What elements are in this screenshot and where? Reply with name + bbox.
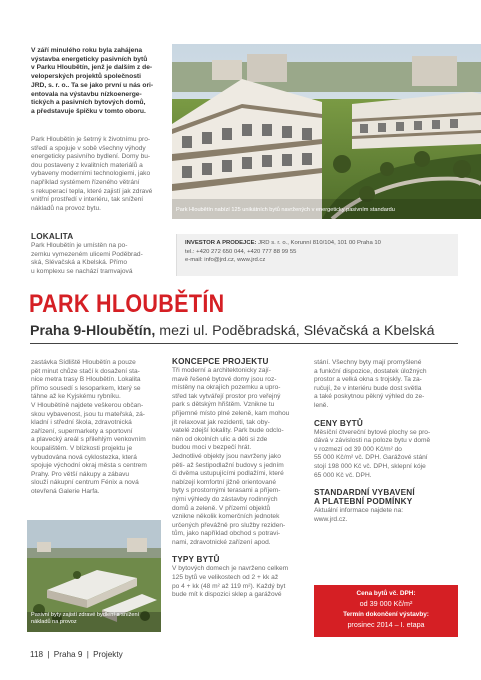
body-line: energeticky pasivního bydlení. Domy bu- — [31, 153, 151, 161]
body-line: kladní i střední škola, zdravotnická — [31, 419, 132, 427]
footer-district: Praha 9 — [53, 650, 83, 659]
building-rendering-image — [172, 44, 481, 219]
body-line: místěny na okrajích pozemku a upro- — [172, 384, 281, 392]
body-line: a plavecký areál s přilehlým venkovním — [31, 436, 146, 444]
body-line: skou vybavenost, jsou tu mateřská, zá- — [31, 410, 145, 418]
body-line: vatelé zdejší lokality. Park bude odclo- — [172, 427, 284, 435]
footer — [30, 650, 123, 660]
typy-bytu-heading: TYPY BYTŮ — [172, 555, 220, 565]
body-line: tům, jako například obchod s potravi- — [172, 530, 281, 538]
body-line: v rozmezí od 39 000 Kč/m² do — [314, 445, 402, 453]
body-line: bude mít k dispozici sklep a garážové — [172, 591, 282, 599]
body-line: u komplexu se nachází tramvajová — [31, 267, 133, 275]
body-line: nabízejí komfortní jižně orientované — [172, 478, 277, 486]
body-line: V Hloubětíně najdete veškerou občan- — [31, 401, 144, 409]
body-line: střed tak vytvářejí prostor pro veřejný — [172, 392, 281, 400]
page-title: PARK HLOUBĚTÍN — [29, 290, 225, 318]
intro-line: tických a pasivních bytových domů, — [31, 99, 146, 107]
price-value: od 39 000 Kč/m² — [359, 598, 413, 608]
bottom-photo — [27, 520, 161, 632]
intro-line: JRD, s. r. o.. Ta se jako první u nás ori- — [31, 81, 154, 89]
intro-line: v Parku Hloubětín, jenž je dalším z de- — [31, 64, 153, 72]
intro-line: veloperských projektů společnosti — [31, 73, 142, 81]
investor-label: INVESTOR A PRODEJCE: — [185, 240, 257, 246]
body-line: přímo sousedí s lesoparkem, který se — [31, 384, 141, 392]
footer-section: Projekty — [93, 650, 123, 659]
body-line: koupalištěm. V blízkosti projektu je — [31, 444, 133, 452]
subtitle-location: Praha 9-Hloubětín, — [30, 323, 156, 339]
body-line: spojuje východní okraj města s centrem — [31, 462, 147, 470]
body-line: stání. Všechny byty mají promyšlené — [314, 359, 422, 366]
body-line: Park Hloubětín je umístěn na po- — [31, 242, 128, 249]
investor-line-1 — [185, 239, 450, 248]
bottom-photo-caption: Pasivní byty zajistí zdravé bydlení a snížení nákladů na provoz — [31, 612, 140, 625]
intro-line: entovala na výstavbu nízkoenerge- — [31, 90, 142, 98]
body-line: nými výhledy do zástavby rodinných — [172, 495, 278, 503]
intro-bold-paragraph — [31, 47, 166, 117]
body-line: slouží nákupní centrum Fénix a nová — [31, 479, 139, 487]
body-line: dou postaveny z kvalitních materiálů a — [31, 161, 143, 169]
body-line: s rekuperací tepla, které zajistí jak zdravé — [31, 187, 153, 195]
body-line: příjemné místo plné zeleně, kam mohou — [172, 409, 290, 417]
body-line: Jednotlivé objekty jsou navrženy jako — [172, 452, 281, 460]
body-line: či dvěma ustupujícími podlažími, které — [172, 470, 284, 478]
body-line: něn od okolních ulic a děti si zde — [172, 435, 268, 443]
body-line: Měsíční čtvereční bytové plochy se pro- — [314, 428, 431, 436]
body-line: Park Hloubětín je šetrný k životnímu pro- — [31, 136, 151, 143]
top-photo-caption: Park Hloubětín nabízí 125 unikátních bytů navržených v energeticky pasivním standardu — [176, 207, 395, 213]
lokalita-section — [31, 232, 166, 276]
body-line: vybaveny moderními technologiemi, jako — [31, 170, 151, 178]
price-box — [314, 585, 458, 637]
intro-line: V září minulého roku byla zahájena — [31, 47, 143, 54]
body-line: budou moci v bezpečí hrát. — [172, 444, 252, 452]
body-line: nice metra trasy B Hloubětín. Lokalita — [31, 376, 141, 384]
subtitle-rule — [30, 343, 458, 344]
body-line: dává v závislosti na poloze bytu v domě — [314, 437, 431, 445]
body-line: pěti- až šestipodlažní budovy s jedním — [172, 461, 284, 469]
body-line: vnitřní prostředí v interiéru, tak snížení — [31, 196, 144, 204]
lokalita-heading: LOKALITA — [31, 232, 74, 241]
body-line: například systémem řízeného větrání — [31, 178, 140, 186]
body-line: určených převážně pro služby reziden- — [172, 521, 286, 529]
completion-label: Termín dokončení výstavby: — [343, 611, 429, 618]
body-line: vznikne několik komerčních jednotek — [172, 513, 280, 521]
body-line: ská, Slévačská a Kbelská. Přímo — [31, 259, 128, 267]
page-number: 118 — [30, 650, 44, 659]
body-line: Aktuální informace najdete na: — [314, 507, 404, 515]
body-line: mavě řešené bytové domy jsou roz- — [172, 375, 277, 383]
body-line: Prahy. Pro větší nákupy a zábavu — [31, 470, 130, 478]
footer-separator: | — [47, 650, 50, 659]
body-line: domů a zeleně. V přízemí objektů — [172, 504, 271, 512]
body-line: park s dětským hřištěm. Vznikne tu — [172, 401, 275, 409]
investor-box — [176, 234, 458, 276]
body-line: po 4 + kk (48 m² až 119 m²). Každý byt — [172, 582, 286, 590]
intro-line: výstavba energeticky pasivních bytů — [31, 55, 148, 63]
body-line: a také poskytnou pěkný výhled do ze- — [314, 393, 425, 401]
body-line: pět minut chůze stačí k dosažení sta- — [31, 367, 140, 375]
body-line: 55 000 Kč/m² vč. DPH. Garážové stání — [314, 454, 428, 462]
body-line: www.jrd.cz. — [314, 515, 348, 523]
column-3 — [314, 359, 454, 524]
body-line: táhne až ke Kyjskému rybníku. — [31, 393, 121, 401]
investor-phone: tel.: +420 272 650 044, +420 777 88 99 55 — [185, 248, 297, 255]
body-line: leně. — [314, 401, 329, 409]
body-line: V bytových domech je navrženo celkem — [172, 565, 289, 573]
subtitle-streets: mezi ul. Poděbradská, Slévačská a Kbelská — [155, 323, 435, 339]
investor-address: JRD s. r. o., Korunní 810/104, 101 00 Praha 10 — [258, 240, 381, 246]
price-label: Cena bytů vč. DPH: — [356, 590, 416, 597]
body-line: nami, zdravotnické zařízení apod. — [172, 538, 271, 546]
koncepce-heading: KONCEPCE PROJEKTU — [172, 357, 269, 366]
body-line: vybudována nová cyklostezka, která — [31, 453, 137, 461]
intro-body-paragraph — [31, 136, 166, 213]
body-line: otevřená Galerie Harfa. — [31, 487, 100, 495]
vybaveni-heading-line2: A PLATEBNÍ PODMÍNKY — [314, 497, 413, 507]
top-photo — [172, 44, 481, 219]
body-line: 125 bytů ve velikostech od 2 + kk až — [172, 574, 279, 582]
column-2 — [172, 357, 304, 600]
investor-email: e-mail: info@jrd.cz, www.jrd.cz — [185, 257, 266, 263]
body-line: stojí 198 000 Kč vč. DPH, sklepní kóje — [314, 462, 426, 470]
body-line: jít relaxovat jak rezidenti, tak oby- — [172, 418, 270, 426]
body-line: 65 000 Kč vč. DPH. — [314, 471, 372, 479]
body-line: Tři moderní a architektonicky zají- — [172, 367, 271, 374]
body-line: středí a spojuje v sobě všechny výhody — [31, 144, 146, 152]
subtitle — [30, 322, 435, 340]
footer-separator: | — [86, 650, 89, 659]
ceny-bytu-heading: CENY BYTŮ — [314, 418, 363, 428]
body-line: prostor a velká okna s trojskly. Ta za- — [314, 376, 422, 384]
completion-value: prosinec 2014 – I. etapa — [347, 619, 425, 629]
column-1 — [31, 359, 161, 497]
body-line: zařízení, supermarkety a sportovní — [31, 427, 133, 435]
body-line: zastávka Sídliště Hloubětín a pouze — [31, 359, 136, 366]
intro-line: a představuje špičku v tomto oboru. — [31, 107, 146, 115]
body-line: a funkční dispozice, dostatek úložných — [314, 367, 427, 375]
body-line: ručují, že v interiéru bude dost světla — [314, 384, 422, 392]
body-line: byty s prostornými terasami a příjem- — [172, 487, 281, 495]
body-line: nákladů na provoz bytu. — [31, 204, 102, 212]
body-line: zemku vymezeném ulicemi Poděbrad- — [31, 250, 143, 258]
vybaveni-heading: STANDARDNÍ VYBAVENÍ — [314, 488, 415, 498]
